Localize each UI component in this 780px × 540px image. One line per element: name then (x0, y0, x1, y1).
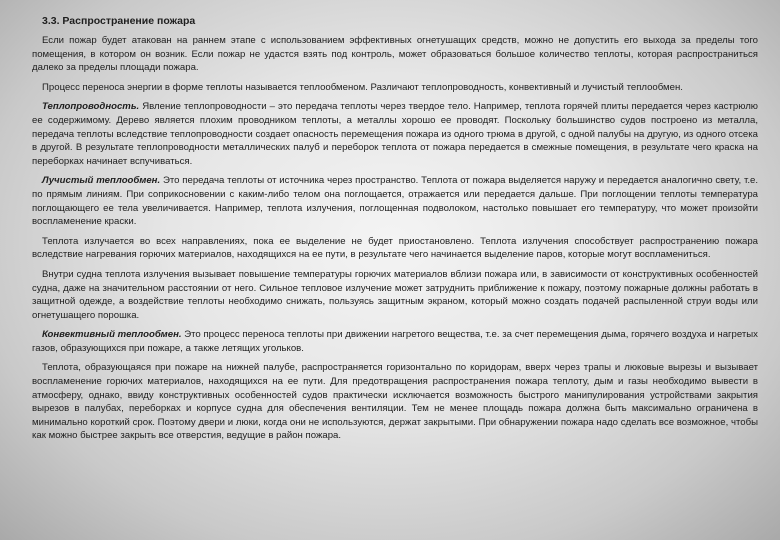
paragraph-text: Это процесс переноса теплоты при движении нагретого вещества, т.е. за счет перемещения дыма, горячего воздуха и нагретых газов, образующихся при пожаре, а также летящих угольков. (32, 329, 758, 354)
paragraph-text: Внутри судна теплота излучения вызывает повышение температуры горючих материалов вблизи пожара или, в зависимости от конструктивных особенностей судна, даже на значительном расстоянии от него. Сильное тепловое излучение может затруднить приближение к пожару, поэтому пожарные должны работать в защитной одежде, а воздействие теплоты необходимо снижать, пользуясь защитным экраном, который можно создать подачей распыленной струи воды или огнетушащего порошка. (32, 268, 758, 321)
paragraph-radiation-spread (32, 235, 758, 262)
paragraph-convection (32, 328, 758, 355)
paragraph-text: Теплота излучается во всех направлениях, пока ее выделение не будет приостановлено. Теплота излучения способствует распространению пожара вследствие нагревания горючих материалов, находящихся на ее пути, в результате чего начинается выделение паров, которые могут воспламениться. (32, 235, 758, 261)
paragraph-heat-transfer (32, 81, 758, 95)
paragraph-text: Если пожар будет атакован на раннем этапе с использованием эффективных огнетушащих средств, можно не допустить его выхода за пределы того помещения, в котором он возник. Если пожар не удастся взять под контроль, может образоваться большое количество теплоты, которая распространиться далеко за пределы площади пожара. (32, 35, 758, 74)
term-convection: Конвективный теплообмен. (42, 329, 182, 341)
paragraph-text: Явление теплопроводности – это передача теплоты через твердое тело. Например, теплота горячей плиты передается через кастрюлю ее содержимому. Дерево является плохим проводником теплоты, а металлы хорошо ее проводят. Поскольку большинство судов построено из металла, передача теплоты вследствие теплопроводности создает опасность перемещения пожара из одного трюма в другой, с одной палубы на другую, из одного отсека в другой. В результате теплопроводности металлических палуб и переборок теплота от пожара передается в смежные помещения, в результате чего краска на переборках начинает вспучиваться. (32, 101, 758, 167)
paragraph-conduction (32, 100, 758, 168)
paragraph-text: Теплота, образующаяся при пожаре на нижней палубе, распространяется горизонтально по коридорам, вверх через трапы и люковые вырезы и вызывает воспламенение горючих материалов, находящихся на ее пути. Для предотвращения распространения пожара теплоту, дым и газы необходимо вывести в атмосферу, однако, ввиду конструктивных особенностей судов практически исключается возможность быстрого манипулирования устройствами закрытия вырезов в палубах, переборках и корпусе судна для обеспечения вентиляции. Тем не менее площадь пожара должна быть максимально ограничена в минимально короткий срок. Поэтому двери и люки, когда они не используются, держат закрытыми. При обнаружении пожара надо сделать все возможное, чтобы как можно быстрее закрыть все отверстия, ведущие в район пожара. (32, 362, 758, 442)
section-title: 3.3. Распространение пожара (42, 15, 196, 27)
paragraph-intro (32, 34, 758, 75)
term-conduction: Теплопроводность. (42, 101, 140, 113)
term-radiation: Лучистый теплообмен. (42, 175, 161, 187)
paragraph-lower-deck (32, 361, 758, 443)
paragraph-text: Процесс переноса энергии в форме теплоты называется теплообменом. Различают теплопроводность, конвективный и лучистый теплообмен. (42, 81, 683, 93)
paragraph-radiation-ship (32, 268, 758, 322)
paragraph-text: Это передача теплоты от источника через пространство. Теплота от пожара выделяется наружу и передается аналогично свету, т.е. по прямым линиям. При соприкосновении с каким-либо телом она поглощается, отражается или передается дальше. При поглощении теплоты температура поглощающего ее тела увеличивается. Например, теплота излучения, поглощенная подволоком, настолько повышает его температуру, что может произойти воспламенение краски. (32, 175, 758, 228)
paragraph-radiation (32, 174, 758, 228)
